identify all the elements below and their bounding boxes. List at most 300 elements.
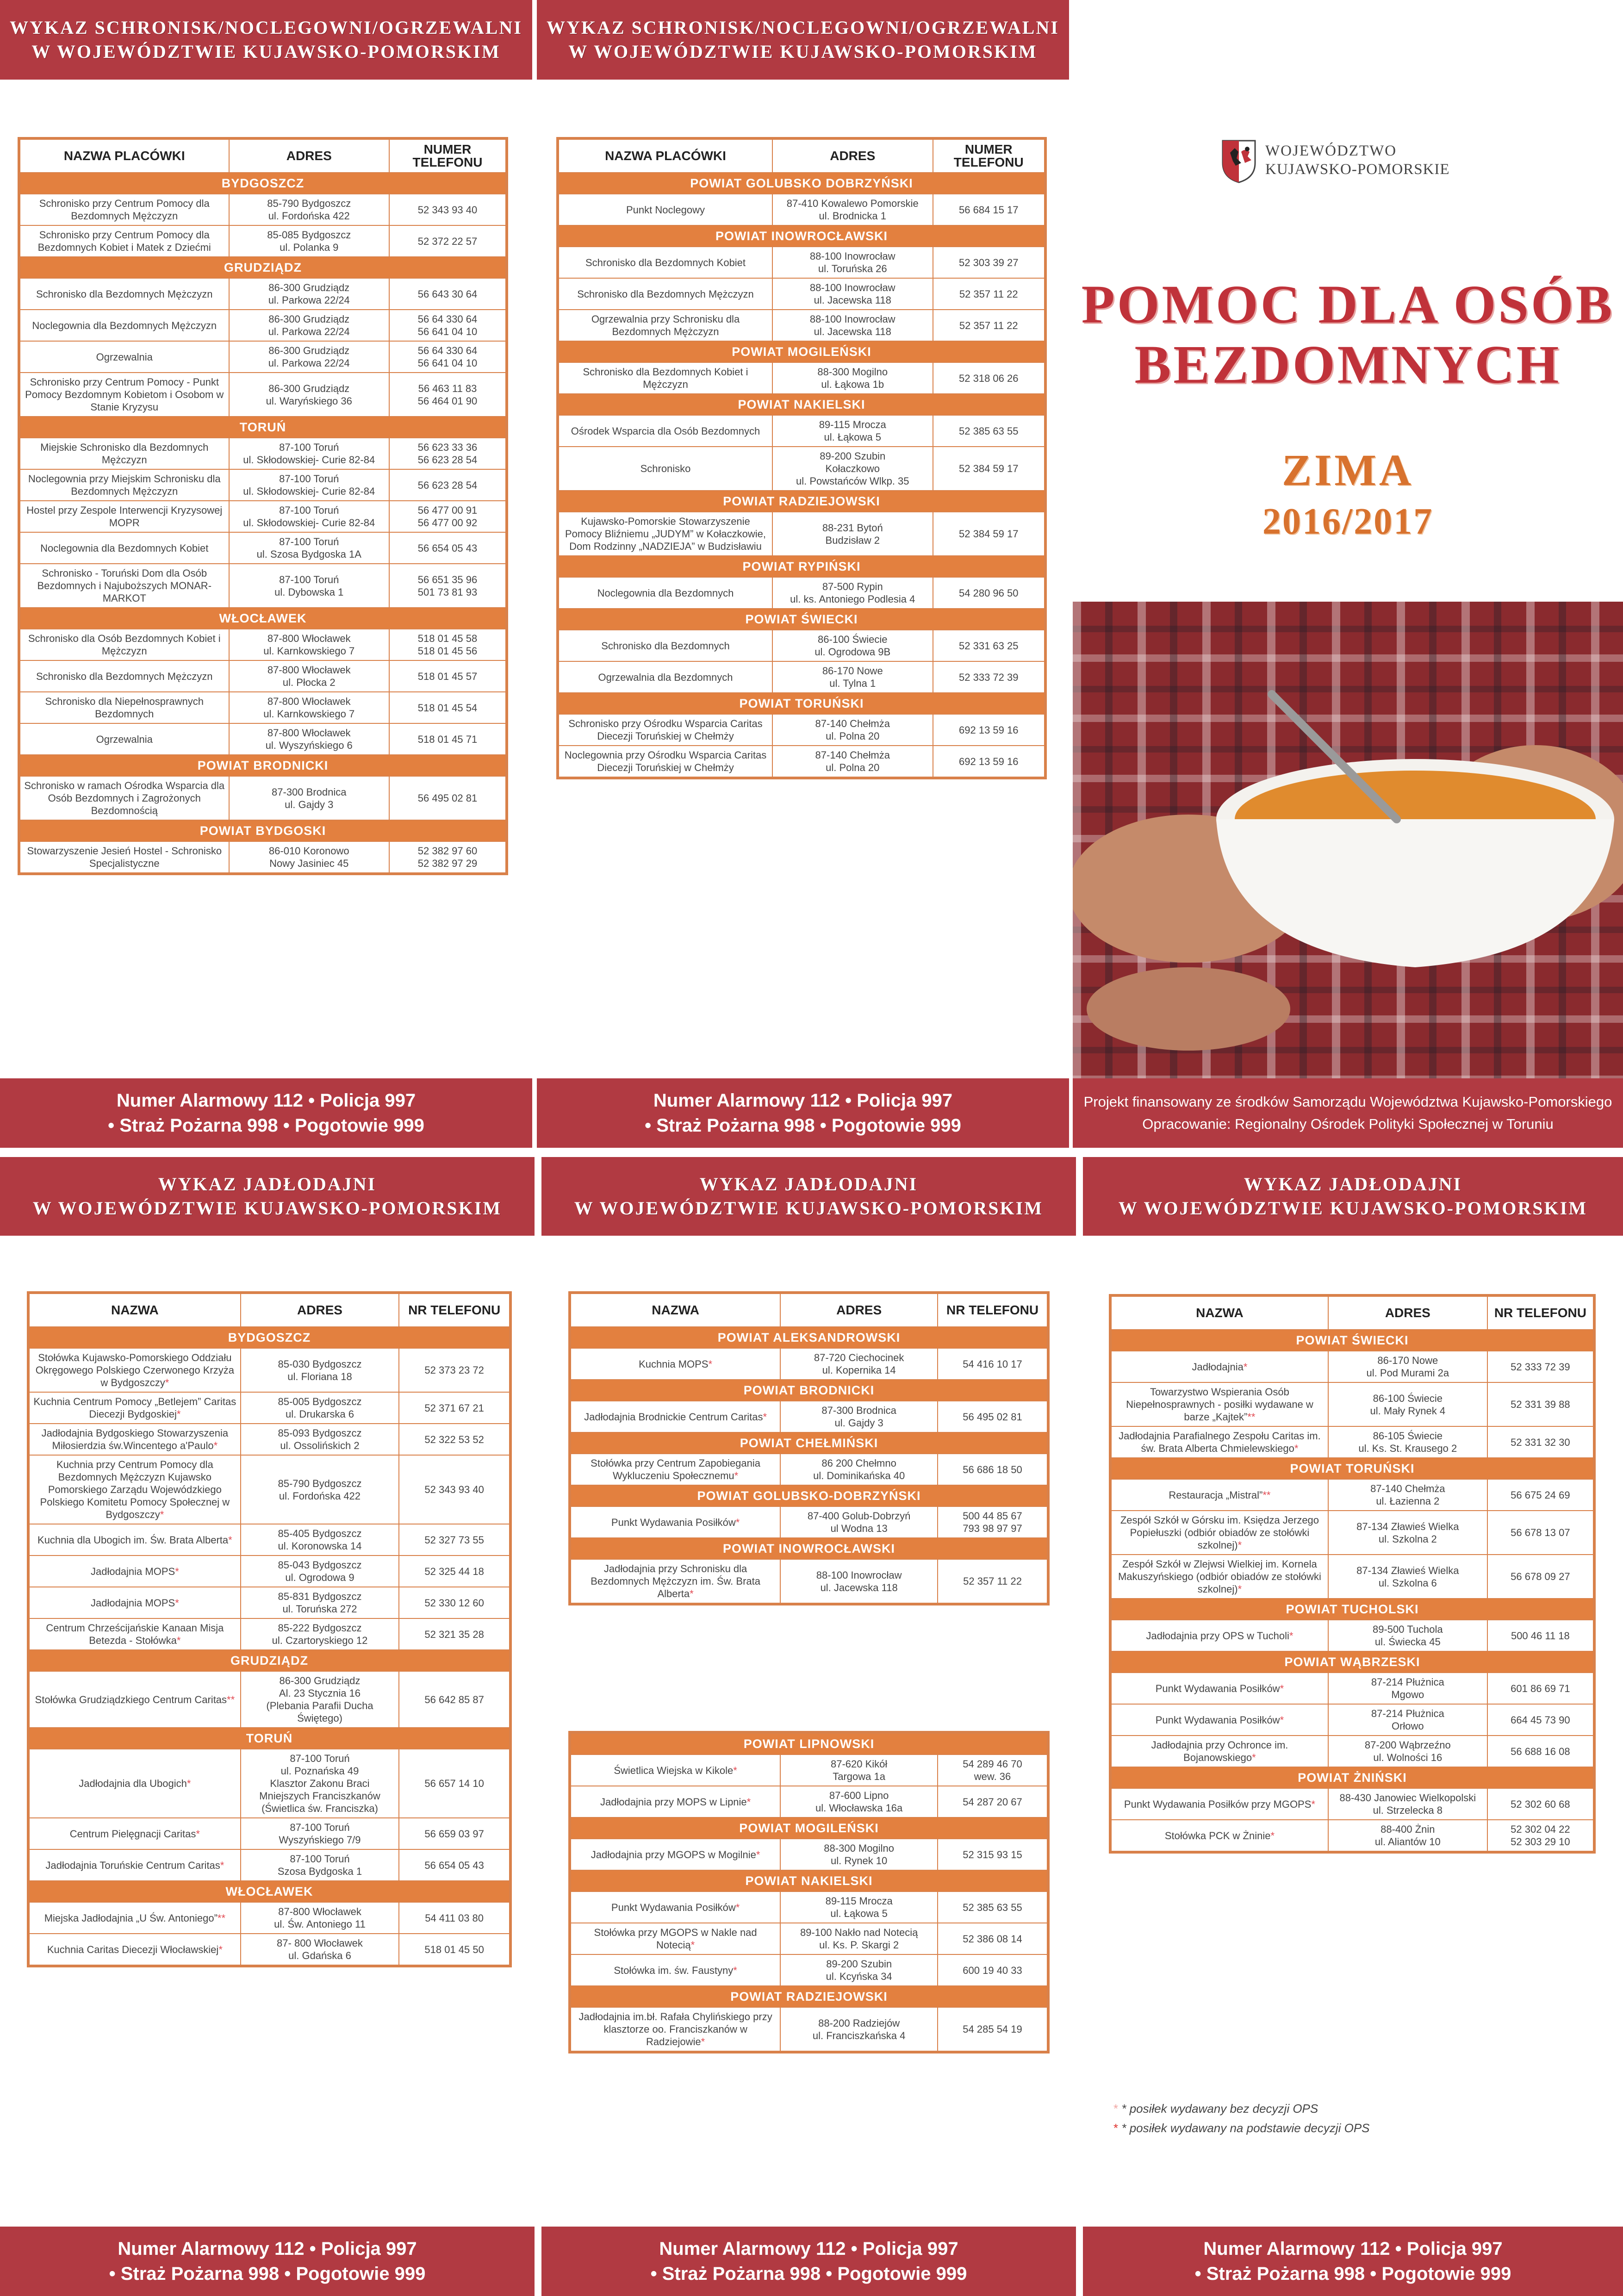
- facility-phone: 56 678 13 07: [1487, 1511, 1593, 1555]
- facility-phone: 56 463 11 83 56 464 01 90: [389, 373, 506, 417]
- facility-address: 87-400 Golub-Dobrzyń ul Wodna 13: [780, 1506, 938, 1538]
- facility-phone: 52 331 32 30: [1487, 1426, 1593, 1458]
- footnote-mark: *: [1280, 1714, 1284, 1726]
- header-address: ADRES: [772, 139, 933, 173]
- footnote-mark: *: [690, 1939, 695, 1951]
- facility-name: Miejskie Schronisko dla Bezdomnych Mężczyzn: [20, 438, 229, 469]
- facility-phone: 52 302 60 68: [1487, 1788, 1593, 1820]
- cover-photo: [1073, 602, 1623, 1083]
- facility-phone: 52 331 63 25: [933, 630, 1045, 661]
- facility-phone: 52 384 59 17: [933, 512, 1045, 556]
- table-row: [29, 1849, 510, 1881]
- table-row: [20, 373, 506, 417]
- section-header: POWIAT ŚWIECKI: [559, 609, 1045, 630]
- facility-phone: 500 44 85 67 793 98 97 97: [938, 1506, 1047, 1538]
- alarm-line-2: • Straż Pożarna 998 • Pogotowie 999: [645, 1115, 961, 1136]
- coat-of-arms-icon: [1221, 139, 1257, 183]
- table-row: [29, 1818, 510, 1849]
- table-row: [20, 341, 506, 373]
- table-row: [1111, 1479, 1593, 1511]
- emergency-numbers-bar-5: [1083, 2227, 1623, 2296]
- legend-item-with-decision: * * posiłek wydawany na podstawie decyzji OPS: [1113, 2121, 1370, 2135]
- footnote-mark: *: [176, 1635, 181, 1646]
- section-header: POWIAT ŻNIŃSKI: [1111, 1767, 1593, 1788]
- facility-phone: 56 623 28 54: [389, 469, 506, 501]
- facility-name: Kuchnia Caritas Diecezji Włocławskiej*: [29, 1934, 241, 1965]
- facility-address: 88-430 Janowiec Wielkopolski ul. Strzelecka 8: [1328, 1788, 1487, 1820]
- facility-name: Schronisko dla Osób Bezdomnych Kobiet i Mężczyzn: [20, 629, 229, 660]
- footnote-mark: *: [733, 1964, 737, 1976]
- facility-name: Ogrzewalnia: [20, 341, 229, 373]
- facility-address: 87-100 Toruń ul. Poznańska 49 Klasztor Zakonu Braci Mniejszych Franciszkanów (Świetlica św. Franciszka): [241, 1749, 399, 1818]
- footnote-mark: *: [1280, 1682, 1284, 1694]
- facility-name: Miejska Jadłodajnia „U Św. Antoniego”**: [29, 1902, 241, 1934]
- soup-bowl-icon: [1073, 602, 1623, 1083]
- facility-address: 88-100 Inowrocław ul. Jacewska 118: [772, 310, 933, 341]
- table-row: [1111, 1736, 1593, 1767]
- table-row: [559, 630, 1045, 661]
- footnote-mark: *: [175, 1565, 179, 1577]
- table-row: [571, 1839, 1047, 1870]
- table-row: [559, 278, 1045, 310]
- facility-phone: 54 287 20 67: [938, 1786, 1047, 1817]
- facility-address: 87-800 Włocławek ul. Św. Antoniego 11: [241, 1902, 399, 1934]
- table-row: [20, 841, 506, 873]
- footnote-mark: **: [227, 1693, 235, 1705]
- facility-name: Kuchnia dla Ubogich im. Św. Brata Alberta*: [29, 1524, 241, 1556]
- facility-phone: 52 372 22 57: [389, 225, 506, 257]
- footnote-mark: *: [1237, 1583, 1242, 1595]
- facility-phone: 52 330 12 60: [399, 1587, 510, 1618]
- table-row: [559, 247, 1045, 278]
- facility-name: Punkt Wydawania Posiłków*: [571, 1506, 780, 1538]
- header-name: NAZWA: [29, 1294, 241, 1327]
- facility-name: Ogrzewalnia dla Bezdomnych: [559, 661, 772, 693]
- table-row: [20, 723, 506, 755]
- table-row: [1111, 1620, 1593, 1651]
- facility-phone: 52 382 97 60 52 382 97 29: [389, 841, 506, 873]
- facility-name: Punkt Wydawania Posiłków*: [1111, 1673, 1328, 1704]
- facility-address: 86-300 Grudziądz ul. Waryńskiego 36: [229, 373, 390, 417]
- footnote-mark: *: [213, 1440, 218, 1451]
- section-header: POWIAT BYDGOSKI: [20, 820, 506, 841]
- facility-address: 85-790 Bydgoszcz ul. Fordońska 422: [241, 1455, 399, 1524]
- facility-phone: 518 01 45 58 518 01 45 56: [389, 629, 506, 660]
- facility-name: Ogrzewalnia przy Schronisku dla Bezdomnych Mężczyzn: [559, 310, 772, 341]
- facility-address: 88-300 Mogilno ul. Łąkowa 1b: [772, 362, 933, 394]
- facility-name: Punkt Wydawania Posiłków przy MGOPS*: [1111, 1788, 1328, 1820]
- facility-phone: 54 289 46 70 wew. 36: [938, 1755, 1047, 1786]
- facility-phone: 52 386 08 14: [938, 1923, 1047, 1954]
- facility-address: 87-800 Włocławek ul. Karnkowskiego 7: [229, 629, 390, 660]
- table-row: [20, 278, 506, 310]
- footnote-mark: **: [1247, 1411, 1256, 1423]
- table-row: [571, 1559, 1047, 1603]
- facility-name: Schronisko dla Bezdomnych Mężczyzn: [20, 278, 229, 310]
- banner-line-2: W WOJEWÓDZTWIE KUJAWSKO-POMORSKIM: [31, 41, 501, 62]
- facility-phone: 52 302 04 22 52 303 29 10: [1487, 1820, 1593, 1851]
- facility-address: 88-300 Mogilno ul. Rynek 10: [780, 1839, 938, 1870]
- soup-kitchen-banner-2: [541, 1157, 1076, 1236]
- facility-phone: 56 495 02 81: [389, 776, 506, 820]
- red-asterisk-icon: *: [1113, 2121, 1119, 2135]
- emergency-numbers-bar-3: [0, 2227, 535, 2296]
- table-row: [20, 692, 506, 723]
- table-row: [20, 532, 506, 564]
- facility-phone: 56 654 05 43: [389, 532, 506, 564]
- table-row: [559, 714, 1045, 746]
- facility-name: Schronisko dla Bezdomnych Kobiet: [559, 247, 772, 278]
- section-header: BYDGOSZCZ: [20, 173, 506, 194]
- facility-phone: 54 280 96 50: [933, 577, 1045, 609]
- facility-address: 87-620 Kikół Targowa 1a: [780, 1755, 938, 1786]
- facility-name: Noclegownia dla Bezdomnych Kobiet: [20, 532, 229, 564]
- facility-address: 89-115 Mrocza ul. Łąkowa 5: [780, 1892, 938, 1923]
- facility-name: Punkt Wydawania Posiłków*: [1111, 1704, 1328, 1736]
- facility-phone: 56 659 03 97: [399, 1818, 510, 1849]
- table-row: [571, 1755, 1047, 1786]
- header-name: NAZWA: [1111, 1296, 1328, 1330]
- facility-address: 89-200 Szubin ul. Kcyńska 34: [780, 1954, 938, 1986]
- facility-address: 87-134 Zławieś Wielka ul. Szkolna 6: [1328, 1555, 1487, 1599]
- facility-phone: 52 343 93 40: [399, 1455, 510, 1524]
- table-row: [20, 660, 506, 692]
- facility-name: Schronisko w ramach Ośrodka Wsparcia dla Osób Bezdomnych i Zagrożonych Bezdomnością: [20, 776, 229, 820]
- facility-phone: 52 357 11 22: [933, 278, 1045, 310]
- table-row: [29, 1587, 510, 1618]
- shelter-table-1: [18, 137, 508, 875]
- soup-kitchen-table-3: [1109, 1294, 1596, 1854]
- footnote-mark: *: [1237, 1539, 1242, 1551]
- facility-phone: 56 623 33 36 56 623 28 54: [389, 438, 506, 469]
- facility-phone: 664 45 73 90: [1487, 1704, 1593, 1736]
- facility-name: Jadłodajnia Bydgoskiego Stowarzyszenia Miłosierdzia św.Wincentego a'Paulo*: [29, 1424, 241, 1455]
- header-name: NAZWA PLACÓWKI: [559, 139, 772, 173]
- section-header: POWIAT LIPNOWSKI: [571, 1733, 1047, 1755]
- facility-name: Schronisko przy Ośrodku Wsparcia Caritas Diecezji Toruńskiej w Chełmży: [559, 714, 772, 746]
- section-header: POWIAT NAKIELSKI: [559, 394, 1045, 415]
- soup-kitchen-table-2: [568, 1291, 1050, 1605]
- facility-address: 87-100 Toruń ul. Dybowska 1: [229, 564, 390, 608]
- facility-address: 86-010 Koronowo Nowy Jasiniec 45: [229, 841, 390, 873]
- facility-name: Noclegownia przy Ośrodku Wsparcia Caritas Diecezji Toruńskiej w Chełmży: [559, 746, 772, 777]
- footnote-mark: *: [1289, 1630, 1293, 1642]
- section-header: POWIAT NAKIELSKI: [571, 1870, 1047, 1892]
- alarm-line-2: • Straż Pożarna 998 • Pogotowie 999: [650, 2264, 967, 2284]
- alarm-line-1: Numer Alarmowy 112 • Policja 997: [653, 1090, 953, 1111]
- table-row: [20, 564, 506, 608]
- header-address: ADRES: [780, 1294, 938, 1327]
- footnote-mark: *: [1294, 1443, 1299, 1454]
- footnote-mark: *: [763, 1411, 767, 1423]
- footnote-mark: *: [176, 1408, 181, 1420]
- shelter-table-2: [556, 137, 1047, 779]
- facility-address: 87-600 Lipno ul. Włocławska 16a: [780, 1786, 938, 1817]
- facility-phone: 56 688 16 08: [1487, 1736, 1593, 1767]
- facility-phone: 52 385 63 55: [938, 1892, 1047, 1923]
- facility-name: Jadłodajnia MOPS*: [29, 1556, 241, 1587]
- facility-name: Schronisko przy Centrum Pomocy dla Bezdomnych Mężczyzn: [20, 194, 229, 225]
- facility-address: 86 200 Chełmno ul. Dominikańska 40: [780, 1454, 938, 1485]
- header-address: ADRES: [1328, 1296, 1487, 1330]
- facility-address: 88-100 Inowrocław ul. Jacewska 118: [780, 1559, 938, 1603]
- facility-name: Jadłodajnia dla Ubogich*: [29, 1749, 241, 1818]
- facility-address: 87-800 Włocławek ul. Karnkowskiego 7: [229, 692, 390, 723]
- section-header: GRUDZIĄDZ: [29, 1650, 510, 1671]
- table-row: [559, 746, 1045, 777]
- table-row: [1111, 1382, 1593, 1426]
- facility-address: 85-790 Bydgoszcz ul. Fordońska 422: [229, 194, 390, 225]
- table-row: [571, 1954, 1047, 1986]
- table-row: [571, 1401, 1047, 1432]
- facility-address: 87-100 Toruń ul. Skłodowskiej- Curie 82-84: [229, 438, 390, 469]
- facility-address: 86-300 Grudziądz ul. Parkowa 22/24: [229, 278, 390, 310]
- facility-phone: 52 333 72 39: [933, 661, 1045, 693]
- facility-phone: 52 371 67 21: [399, 1392, 510, 1424]
- facility-name: Jadłodajnia Brodnickie Centrum Caritas*: [571, 1401, 780, 1432]
- facility-phone: 56 684 15 17: [933, 194, 1045, 225]
- facility-phone: 518 01 45 71: [389, 723, 506, 755]
- footnote-mark: *: [218, 1943, 223, 1955]
- table-row: [559, 577, 1045, 609]
- facility-name: Centrum Chrześcijańskie Kanaan Misja Betezda - Stołówka*: [29, 1618, 241, 1650]
- table-row: [559, 447, 1045, 491]
- table-row: [559, 661, 1045, 693]
- soup-kitchen-banner-1: [0, 1157, 535, 1236]
- facility-name: Noclegownia dla Bezdomnych Mężczyzn: [20, 310, 229, 341]
- facility-name: Ośrodek Wsparcia dla Osób Bezdomnych: [559, 415, 772, 447]
- banner-line-2: W WOJEWÓDZTWIE KUJAWSKO-POMORSKIM: [32, 1198, 502, 1219]
- footnote-mark: *: [228, 1534, 232, 1546]
- footnote-mark: *: [1311, 1798, 1315, 1810]
- facility-phone: 52 333 72 39: [1487, 1351, 1593, 1382]
- footnote-legend: [1113, 2099, 1599, 2138]
- section-header: POWIAT MOGILEŃSKI: [559, 341, 1045, 362]
- section-header: TORUŃ: [20, 417, 506, 438]
- facility-name: Jadłodajnia Toruńskie Centrum Caritas*: [29, 1849, 241, 1881]
- soup-kitchen-banner-3: [1083, 1157, 1623, 1236]
- section-header: WŁOCŁAWEK: [20, 608, 506, 629]
- facility-address: 87-800 Włocławek ul. Wyszyńskiego 6: [229, 723, 390, 755]
- facility-name: Jadłodajnia przy Ochronce im. Bojanowskiego*: [1111, 1736, 1328, 1767]
- facility-address: 87-410 Kowalewo Pomorskie ul. Brodnicka 1: [772, 194, 933, 225]
- section-header: POWIAT ALEKSANDROWSKI: [571, 1327, 1047, 1348]
- banner-line-1: WYKAZ JADŁODAJNI: [158, 1174, 377, 1195]
- facility-phone: 56 675 24 69: [1487, 1479, 1593, 1511]
- facility-phone: 518 01 45 57: [389, 660, 506, 692]
- facility-address: 86-300 Grudziądz ul. Parkowa 22/24: [229, 341, 390, 373]
- section-header: POWIAT TORUŃSKI: [1111, 1458, 1593, 1479]
- facility-phone: 52 384 59 17: [933, 447, 1045, 491]
- facility-phone: 52 385 63 55: [933, 415, 1045, 447]
- facility-name: Jadłodajnia im.bł. Rafała Chylińskiego przy klasztorze oo. Franciszkanów w Radziejowie*: [571, 2007, 780, 2051]
- facility-phone: 52 303 39 27: [933, 247, 1045, 278]
- facility-phone: 52 315 93 15: [938, 1839, 1047, 1870]
- facility-name: Centrum Pielęgnacji Caritas*: [29, 1818, 241, 1849]
- header-name: NAZWA PLACÓWKI: [20, 139, 229, 173]
- section-header: POWIAT MOGILEŃSKI: [571, 1817, 1047, 1839]
- table-row: [1111, 1555, 1593, 1599]
- facility-address: 88-400 Żnin ul. Aliantów 10: [1328, 1820, 1487, 1851]
- table-row: [571, 1786, 1047, 1817]
- facility-name: Zespół Szkół w Górsku im. Księdza Jerzego Popiełuszki (odbiór obiadów ze stołówki szkolnej)*: [1111, 1511, 1328, 1555]
- facility-name: Towarzystwo Wspierania Osób Niepełnosprawnych - posiłki wydawane w barze „Kajtek”**: [1111, 1382, 1328, 1426]
- facility-name: Restauracja „Mistral”**: [1111, 1479, 1328, 1511]
- facility-address: 88-231 Bytoń Budzisław 2: [772, 512, 933, 556]
- facility-address: 87-100 Toruń ul. Skłodowskiej- Curie 82-84: [229, 469, 390, 501]
- facility-phone: 52 373 23 72: [399, 1348, 510, 1392]
- footnote-mark: *: [735, 1516, 740, 1528]
- facility-address: 86-100 Świecie ul. Mały Rynek 4: [1328, 1382, 1487, 1426]
- facility-phone: 52 327 73 55: [399, 1524, 510, 1556]
- facility-name: Stołówka im. św. Faustyny*: [571, 1954, 780, 1986]
- facility-phone: 56 651 35 96 501 73 81 93: [389, 564, 506, 608]
- section-header: POWIAT INOWROCŁAWSKI: [559, 225, 1045, 247]
- facility-name: Noclegownia przy Miejskim Schronisku dla Bezdomnych Mężczyzn: [20, 469, 229, 501]
- facility-address: 85-085 Bydgoszcz ul. Polanka 9: [229, 225, 390, 257]
- facility-phone: 52 331 39 88: [1487, 1382, 1593, 1426]
- table-row: [1111, 1704, 1593, 1736]
- table-row: [1111, 1788, 1593, 1820]
- season-label: ZIMA: [1281, 445, 1414, 495]
- logo-line-2: KUJAWSKO-POMORSKIE: [1265, 161, 1450, 178]
- section-header: POWIAT INOWROCŁAWSKI: [571, 1538, 1047, 1559]
- season-years: 2016/2017: [1262, 501, 1434, 542]
- facility-phone: 56 477 00 91 56 477 00 92: [389, 501, 506, 532]
- facility-name: Punkt Noclegowy: [559, 194, 772, 225]
- table-row: [571, 2007, 1047, 2051]
- alarm-line-1: Numer Alarmowy 112 • Policja 997: [659, 2239, 958, 2259]
- facility-phone: 52 321 35 28: [399, 1618, 510, 1650]
- footnote-mark: *: [1252, 1752, 1256, 1763]
- table-row: [29, 1556, 510, 1587]
- section-header: POWIAT BRODNICKI: [571, 1380, 1047, 1401]
- table-row: [29, 1671, 510, 1728]
- header-address: ADRES: [229, 139, 390, 173]
- facility-address: 89-115 Mrocza ul. Łąkowa 5: [772, 415, 933, 447]
- section-header: WŁOCŁAWEK: [29, 1881, 510, 1902]
- footnote-mark: *: [708, 1358, 713, 1370]
- footnote-mark: *: [160, 1509, 164, 1520]
- table-row: [29, 1524, 510, 1556]
- facility-phone: 52 357 11 22: [938, 1559, 1047, 1603]
- shelter-list-banner-2: [537, 0, 1069, 80]
- table-row: [559, 310, 1045, 341]
- facility-phone: 54 416 10 17: [938, 1348, 1047, 1380]
- table-row: [1111, 1511, 1593, 1555]
- facility-address: 87-720 Ciechocinek ul. Kopernika 14: [780, 1348, 938, 1380]
- author-note: Opracowanie: Regionalny Ośrodek Polityki Społecznej w Toruniu: [1142, 1116, 1554, 1132]
- soup-kitchen-table-2-continued: [568, 1731, 1050, 2053]
- facility-address: 88-100 Inowrocław ul. Jacewska 118: [772, 278, 933, 310]
- facility-address: 87-300 Brodnica ul. Gajdy 3: [229, 776, 390, 820]
- facility-address: 86-100 Świecie ul. Ogrodowa 9B: [772, 630, 933, 661]
- facility-address: 87-200 Wąbrzeźno ul. Wolności 16: [1328, 1736, 1487, 1767]
- facility-address: 85-043 Bydgoszcz ul. Ogrodowa 9: [241, 1556, 399, 1587]
- banner-line-1: WYKAZ SCHRONISK/NOCLEGOWNI/OGRZEWALNI: [10, 17, 522, 38]
- cover-title-line-1: POMOC DLA OSÓB: [1081, 274, 1615, 335]
- facility-name: Jadłodajnia przy OPS w Tucholi*: [1111, 1620, 1328, 1651]
- soup-kitchen-table-1: [27, 1291, 512, 1967]
- banner-line-1: WYKAZ JADŁODAJNI: [1244, 1174, 1462, 1195]
- facility-name: Stołówka przy Centrum Zapobiegania Wykluczeniu Społecznemu*: [571, 1454, 780, 1485]
- facility-name: Kuchnia Centrum Pomocy „Betlejem” Caritas Diecezji Bydgoskiej*: [29, 1392, 241, 1424]
- alarm-line-1: Numer Alarmowy 112 • Policja 997: [1203, 2239, 1503, 2259]
- facility-phone: 56 642 85 87: [399, 1671, 510, 1728]
- section-header: POWIAT GOLUBSKO DOBRZYŃSKI: [559, 173, 1045, 194]
- facility-address: 85-831 Bydgoszcz ul. Toruńska 272: [241, 1587, 399, 1618]
- banner-line-2: W WOJEWÓDZTWIE KUJAWSKO-POMORSKIM: [1118, 1198, 1588, 1219]
- table-row: [29, 1455, 510, 1524]
- facility-address: 87-300 Brodnica ul. Gajdy 3: [780, 1401, 938, 1432]
- facility-address: 88-200 Radziejów ul. Franciszkańska 4: [780, 2007, 938, 2051]
- footnote-mark: *: [187, 1778, 191, 1789]
- section-header: POWIAT GOLUBSKO-DOBRZYŃSKI: [571, 1485, 1047, 1506]
- table-row: [29, 1424, 510, 1455]
- facility-phone: 54 411 03 80: [399, 1902, 510, 1934]
- footnote-mark: *: [196, 1828, 200, 1840]
- facility-address: 87-214 Płużnica Orłowo: [1328, 1704, 1487, 1736]
- emergency-numbers-bar-2: [537, 1078, 1069, 1148]
- alarm-line-2: • Straż Pożarna 998 • Pogotowie 999: [1194, 2264, 1511, 2284]
- banner-line-1: WYKAZ SCHRONISK/NOCLEGOWNI/OGRZEWALNI: [547, 17, 1059, 38]
- footnote-mark: **: [1262, 1489, 1271, 1501]
- facility-phone: 56 654 05 43: [399, 1849, 510, 1881]
- facility-phone: 500 46 11 18: [1487, 1620, 1593, 1651]
- facility-name: Schronisko: [559, 447, 772, 491]
- facility-name: Jadłodajnia MOPS*: [29, 1587, 241, 1618]
- facility-phone: 56 495 02 81: [938, 1401, 1047, 1432]
- footnote-mark: *: [1270, 1829, 1275, 1842]
- facility-name: Stołówka Grudziądzkiego Centrum Caritas**: [29, 1671, 241, 1728]
- facility-name: Stołówka przy MGOPS w Nakle nad Notecią*: [571, 1923, 780, 1954]
- facility-name: Punkt Wydawania Posiłków*: [571, 1892, 780, 1923]
- facility-name: Jadłodajnia przy Schronisku dla Bezdomnych Mężczyzn im. Św. Brata Alberta*: [571, 1559, 780, 1603]
- facility-address: 87-140 Chełmża ul. Łazienna 2: [1328, 1479, 1487, 1511]
- table-row: [20, 629, 506, 660]
- facility-phone: 52 343 93 40: [389, 194, 506, 225]
- facility-address: 85-222 Bydgoszcz ul. Czartoryskiego 12: [241, 1618, 399, 1650]
- facility-address: 89-100 Nakło nad Notecią ul. Ks. P. Skargi 2: [780, 1923, 938, 1954]
- facility-name: Schronisko przy Centrum Pomocy - Punkt Pomocy Bezdomnym Kobietom i Osobom w Stanie Kryzysu: [20, 373, 229, 417]
- facility-address: 89-200 Szubin Kołaczkowo ul. Powstańców Wlkp. 35: [772, 447, 933, 491]
- table-row: [20, 225, 506, 257]
- table-row: [1111, 1673, 1593, 1704]
- facility-name: Schronisko dla Bezdomnych Mężczyzn: [20, 660, 229, 692]
- header-phone: NR TELEFONU: [938, 1294, 1047, 1327]
- facility-phone: 56 643 30 64: [389, 278, 506, 310]
- table-row: [29, 1749, 510, 1818]
- facility-name: Kuchnia MOPS*: [571, 1348, 780, 1380]
- footnote-mark: *: [735, 1901, 740, 1913]
- footnote-mark: *: [690, 1588, 694, 1599]
- header-phone: NUMER TELEFONU: [933, 139, 1045, 173]
- footnote-mark: *: [733, 1764, 737, 1776]
- facility-address: 86-170 Nowe ul. Tylna 1: [772, 661, 933, 693]
- facility-phone: 56 657 14 10: [399, 1749, 510, 1818]
- header-phone: NUMER TELEFONU: [389, 139, 506, 173]
- cover-panel: [1073, 0, 1623, 1148]
- section-header: POWIAT ŚWIECKI: [1111, 1330, 1593, 1351]
- header-phone: NR TELEFONU: [1487, 1296, 1593, 1330]
- shelter-list-banner-1: [0, 0, 532, 80]
- table-row: [571, 1923, 1047, 1954]
- funding-note: Projekt finansowany ze środków Samorządu Województwa Kujawsko-Pomorskiego: [1083, 1094, 1612, 1110]
- facility-address: 86-105 Świecie ul. Ks. St. Krausego 2: [1328, 1426, 1487, 1458]
- facility-name: Świetlica Wiejska w Kikole*: [571, 1755, 780, 1786]
- facility-name: Schronisko dla Bezdomnych Kobiet i Mężczyzn: [559, 362, 772, 394]
- facility-phone: 56 64 330 64 56 641 04 10: [389, 310, 506, 341]
